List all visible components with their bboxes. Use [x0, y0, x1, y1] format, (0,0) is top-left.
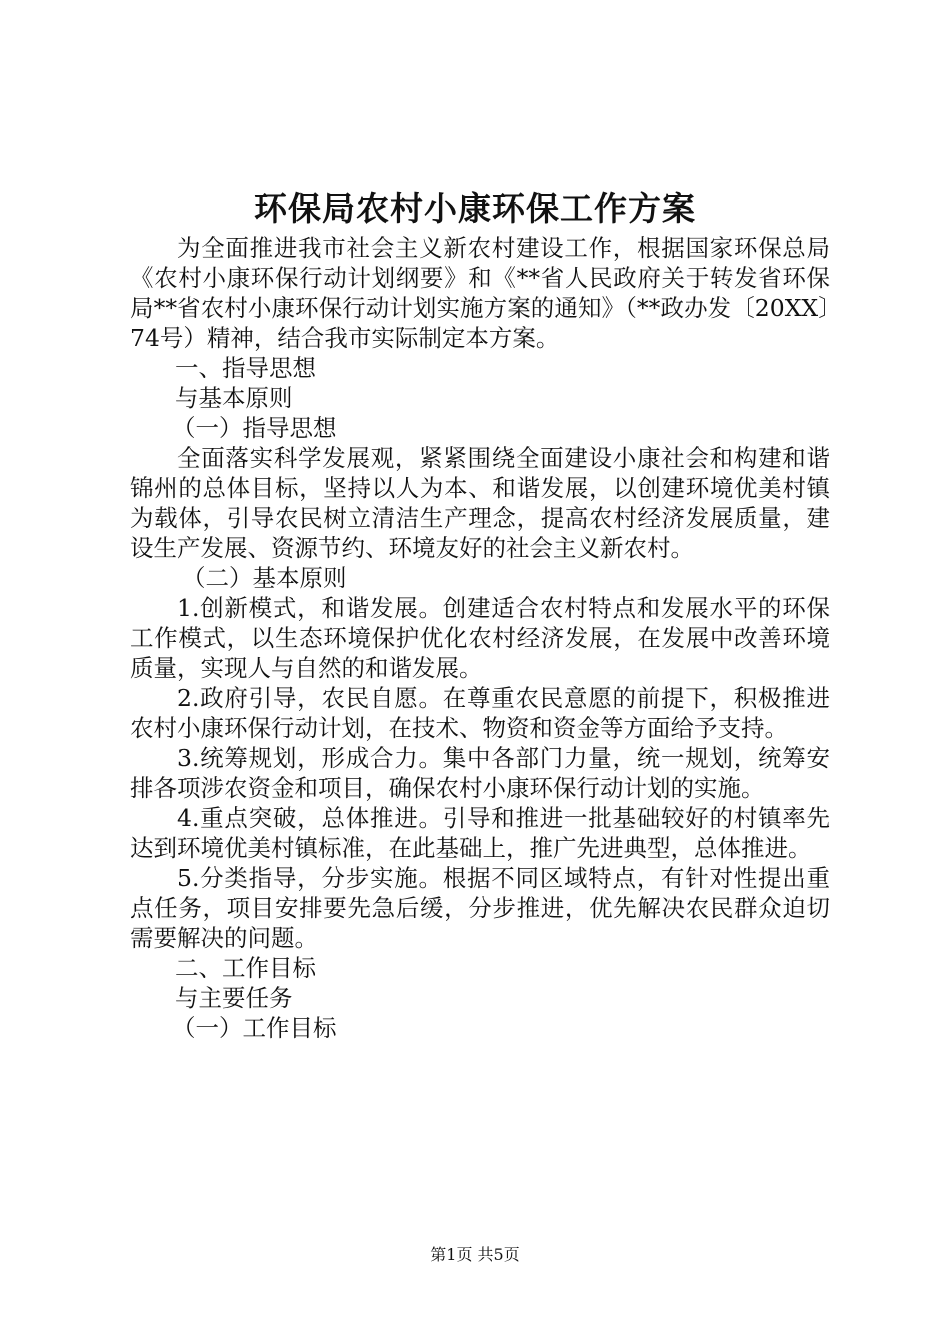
subsection-heading-principles: （二）基本原则 — [182, 564, 347, 592]
principle-4-paragraph: 4.重点突破，总体推进。引导和推进一批基础较好的村镇率先达到环境优美村镇标准，在此基础上，推广先进典型，总体推进。 — [130, 804, 830, 862]
page-footer: 第1页 共5页 — [430, 1245, 520, 1264]
document-body — [130, 233, 830, 1043]
subsection-heading-goals: （一）工作目标 — [172, 1014, 337, 1042]
document-title: 环保局农村小康环保工作方案 — [254, 189, 696, 228]
principle-2-paragraph: 2.政府引导，农民自愿。在尊重农民意愿的前提下，积极推进农村小康环保行动计划，在技术、物资和资金等方面给予支持。 — [130, 684, 830, 742]
principle-1-paragraph: 1.创新模式，和谐发展。创建适合农村特点和发展水平的环保工作模式，以生态环境保护优化农村经济发展，在发展中改善环境质量，实现人与自然的和谐发展。 — [130, 594, 830, 682]
section-heading-2a: 二、工作目标 — [175, 954, 316, 982]
section-heading-2b: 与主要任务 — [175, 984, 293, 1012]
section-heading-1a: 一、指导思想 — [175, 354, 316, 382]
section-heading-1b: 与基本原则 — [175, 384, 293, 412]
guiding-paragraph: 全面落实科学发展观，紧紧围绕全面建设小康社会和构建和谐锦州的总体目标，坚持以人为本、和谐发展，以创建环境优美村镇为载体，引导农民树立清洁生产理念，提高农村经济发展质量，建设生产发展、资源节约、环境友好的社会主义新农村。 — [130, 444, 830, 562]
principle-3-paragraph: 3.统筹规划，形成合力。集中各部门力量，统一规划，统筹安排各项涉农资金和项目，确保农村小康环保行动计划的实施。 — [130, 744, 830, 802]
intro-paragraph: 为全面推进我市社会主义新农村建设工作，根据国家环保总局《农村小康环保行动计划纲要》和《**省人民政府关于转发省环保局**省农村小康环保行动计划实施方案的通知》（**政办发〔20XX〕74号）精神，结合我市实际制定本方案。 — [130, 234, 830, 352]
principle-5-paragraph: 5.分类指导，分步实施。根据不同区域特点，有针对性提出重点任务，项目安排要先急后缓，分步推进，优先解决农民群众迫切需要解决的问题。 — [130, 864, 830, 952]
subsection-heading-guiding: （一）指导思想 — [172, 414, 337, 442]
